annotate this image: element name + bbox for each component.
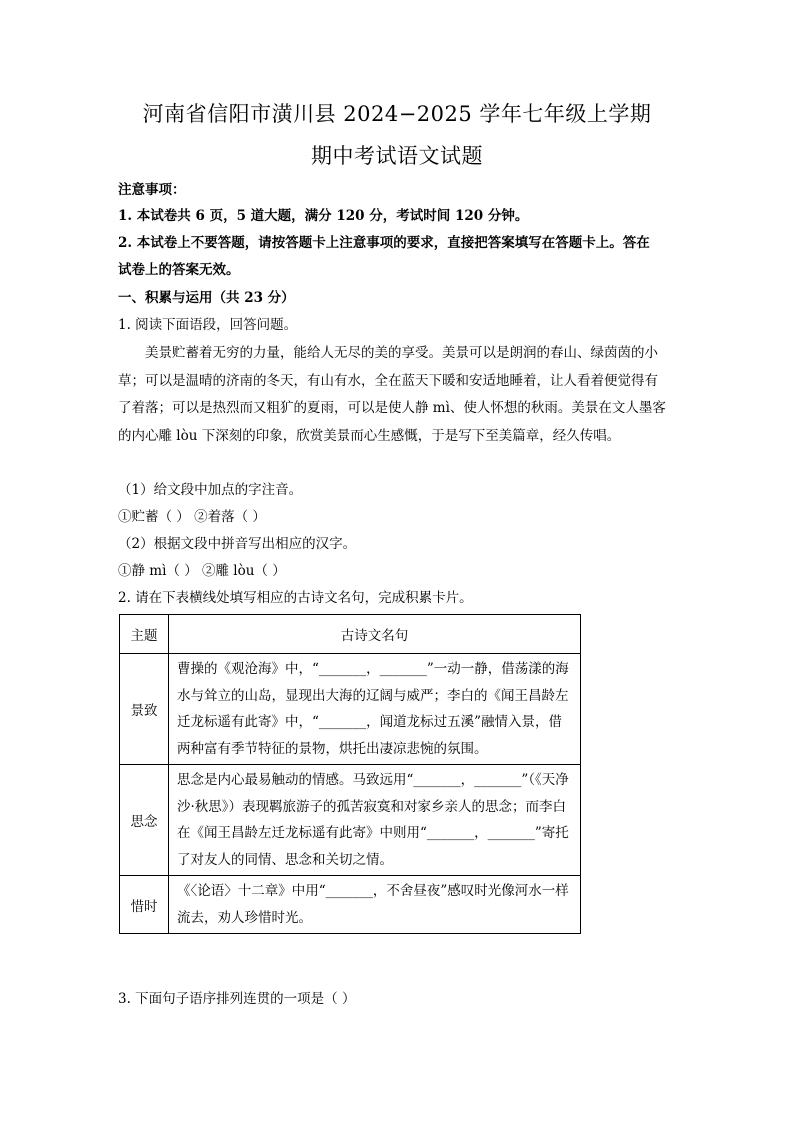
notice-item-2-line1: 2. 本试卷上不要答题，请按答题卡上注意事项的要求，直接把答案填写在答题卡上。答在 <box>118 235 650 251</box>
q3-stem: 3. 下面句子语序排列连贯的一项是（ ） <box>118 991 356 1007</box>
exam-title-line2: 期中考试语文试题 <box>311 144 483 168</box>
notice-item-2-line2: 试卷上的答案无效。 <box>118 262 240 278</box>
table-header-row <box>120 615 581 654</box>
q1-passage-block <box>118 340 670 450</box>
table-row <box>120 654 581 765</box>
notice-item-1: 1. 本试卷共 6 页，5 道大题，满分 120 分，考试时间 120 分钟。 <box>118 208 529 224</box>
table-cell-text: 曹操的《观沧海》中，“_______，_______”一动一静，借荡漾的海水与耸立的山岛，显现出大海的辽阔与威严；李白的《闻王昌龄左迁龙标遥有此寄》中，“_______，闻道龙标过五溪”融情入景，借两种富有季节特征的景物，烘托出凄凉悲惋的氛围。 <box>169 654 581 765</box>
section1-heading: 一、积累与运用（共 23 分） <box>118 290 295 306</box>
table-cell-theme: 景致 <box>120 654 169 765</box>
table-cell-theme: 思念 <box>120 765 169 876</box>
table-cell-text: 思念是内心最易触动的情感。马致远用“_______，_______”（《天净沙·秋思》）表现羁旅游子的孤苦寂寞和对家乡亲人的思念；而李白在《闻王昌龄左迁龙标遥有此寄》中则用“_______，_______”寄托了对友人的同情、思念和关切之情。 <box>169 765 581 876</box>
table-row <box>120 765 581 876</box>
table-row <box>120 876 581 934</box>
q1-sub2-items: ①静 mì（ ） ②雕 lòu（ ） <box>118 563 286 579</box>
q1-stem: 1. 阅读下面语段，回答问题。 <box>118 317 298 333</box>
q2-stem: 2. 请在下表横线处填写相应的古诗文名句，完成积累卡片。 <box>118 590 473 606</box>
q1-sub2: （2）根据文段中拼音写出相应的汉字。 <box>118 536 357 552</box>
exam-title-line1: 河南省信阳市潢川县 2024−2025 学年七年级上学期 <box>142 102 652 126</box>
notice-heading: 注意事项： <box>118 182 186 198</box>
table-header-quote: 古诗文名句 <box>169 615 581 654</box>
table-cell-text: 《〈论语〉十二章》中用“_______，不舍昼夜”感叹时光像河水一样流去，劝人珍惜时光。 <box>169 876 581 934</box>
q1-sub1: （1）给文段中加点的字注音。 <box>118 482 303 498</box>
q1-passage: 美景贮蓄着无穷的力量，能给人无尽的美的享受。美景可以是朗润的春山、绿茵茵的小草；可以是温晴的济南的冬天，有山有水，全在蓝天下暖和安适地睡着，让人看着便觉得有了着落；可以是热烈而又粗犷的夏雨，可以是使人静 mì、使人怀想的秋雨。美景在文人墨客的内心雕 lòu 下深刻的印象，欣赏美景而心生感慨，于是写下至美篇章，经久传唱。 <box>118 345 666 444</box>
q1-sub1-items: ①贮蓄（ ） ②着落（ ） <box>118 509 266 525</box>
table-cell-theme: 惜时 <box>120 876 169 934</box>
table-header-theme: 主题 <box>120 615 169 654</box>
accumulation-card-table <box>119 614 581 934</box>
